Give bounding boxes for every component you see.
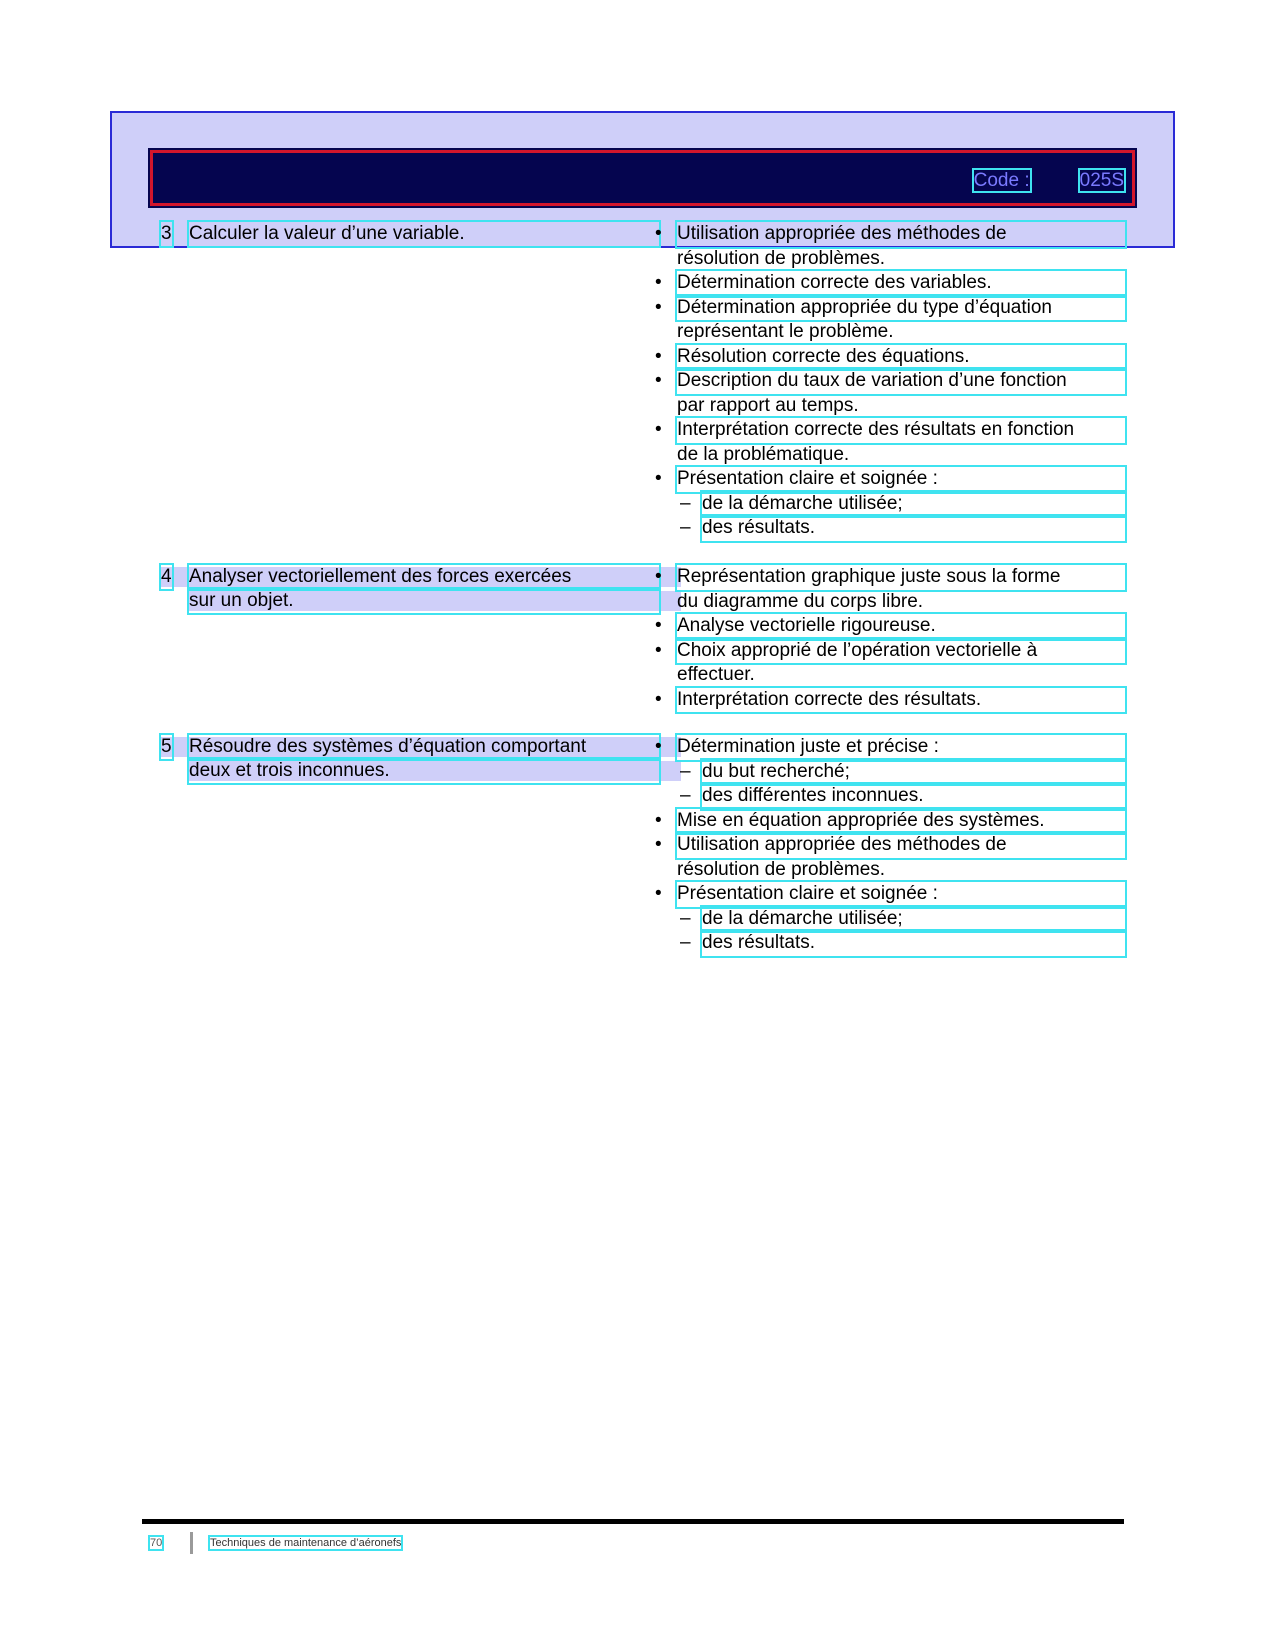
criterion-line: • Présentation claire et soignée : — [677, 467, 1125, 492]
competency-line: sur un objet. — [189, 589, 659, 613]
page-number: 70 — [150, 1537, 163, 1549]
criterion-item — [655, 882, 1125, 907]
competency-number: 4 — [161, 566, 172, 587]
criterion-item — [655, 418, 1125, 467]
criterion-subitem — [655, 492, 1125, 517]
criterion-line: du diagramme du corps libre. — [677, 590, 924, 612]
criterion-line: – du but recherché; — [702, 760, 1125, 785]
criterion-item — [655, 639, 1125, 688]
criterion-item — [655, 688, 1125, 713]
criterion-item — [655, 735, 1125, 760]
criterion-item — [655, 222, 1125, 271]
criteria-list-3 — [655, 222, 1125, 541]
criterion-line: – des différentes inconnues. — [702, 784, 1125, 809]
criterion-item — [655, 271, 1125, 296]
criterion-subitem — [655, 931, 1125, 956]
criterion-line: • Détermination correcte des variables. — [677, 271, 1125, 296]
criterion-line: – des résultats. — [702, 931, 1125, 956]
criterion-subitem — [655, 907, 1125, 932]
criterion-line: • Choix approprié de l’opération vectorielle à — [677, 639, 1125, 664]
footer-separator — [190, 1532, 193, 1554]
criterion-item — [655, 369, 1125, 418]
criterion-item — [655, 565, 1125, 614]
criterion-item — [655, 833, 1125, 882]
criterion-item — [655, 296, 1125, 345]
competency-number: 3 — [161, 223, 172, 244]
competency-text — [189, 565, 659, 613]
criterion-item — [655, 467, 1125, 492]
criterion-item — [655, 345, 1125, 370]
criterion-line: – de la démarche utilisée; — [702, 907, 1125, 932]
code-value: 025S — [1079, 170, 1124, 191]
criterion-line: par rapport au temps. — [677, 394, 859, 416]
competency-code — [974, 170, 1124, 192]
criterion-line: • Interprétation correcte des résultats. — [677, 688, 1125, 713]
competency-line: deux et trois inconnues. — [189, 759, 659, 783]
criterion-line: effectuer. — [677, 664, 755, 685]
criterion-line: • Présentation claire et soignée : — [677, 882, 1125, 907]
criteria-list-4 — [655, 565, 1125, 712]
criterion-line: représentant le problème. — [677, 321, 894, 342]
criterion-line: • Mise en équation appropriée des systèmes. — [677, 809, 1125, 834]
competency-number: 5 — [161, 736, 172, 757]
criterion-item — [655, 809, 1125, 834]
criterion-line: • Détermination juste et précise : — [677, 735, 1125, 760]
criterion-line: • Utilisation appropriée des méthodes de — [677, 833, 1125, 858]
criterion-line: • Représentation graphique juste sous la forme — [677, 565, 1125, 590]
criterion-item — [655, 614, 1125, 639]
criterion-subitem — [655, 516, 1125, 541]
competency-line: Résoudre des systèmes d’équation comportant — [189, 735, 659, 759]
criterion-line: • Description du taux de variation d’une fonction — [677, 369, 1125, 394]
criterion-line: • Analyse vectorielle rigoureuse. — [677, 614, 1125, 639]
criteria-list-5 — [655, 735, 1125, 956]
criterion-line: • Interprétation correcte des résultats en fonction — [677, 418, 1125, 443]
criterion-line: • Résolution correcte des équations. — [677, 345, 1125, 370]
competency-line: Calculer la valeur d’une variable. — [189, 222, 659, 246]
criterion-line: – des résultats. — [702, 516, 1125, 541]
criterion-subitem — [655, 784, 1125, 809]
footer-title: Techniques de maintenance d’aéronefs — [210, 1537, 402, 1549]
footer-rule — [142, 1519, 1124, 1524]
criterion-line: résolution de problèmes. — [677, 247, 886, 269]
criterion-line: • Détermination appropriée du type d’équation — [677, 296, 1125, 321]
competency-text — [189, 735, 659, 783]
criterion-line: – de la démarche utilisée; — [702, 492, 1125, 517]
competency-text — [189, 222, 659, 246]
competency-line: Analyser vectoriellement des forces exercées — [189, 565, 659, 589]
criterion-line: résolution de problèmes. — [677, 858, 886, 880]
header-bar — [150, 150, 1135, 206]
code-label: Code : — [973, 170, 1030, 191]
criterion-line: de la problématique. — [677, 443, 850, 465]
criterion-subitem — [655, 760, 1125, 785]
criterion-line: • Utilisation appropriée des méthodes de — [677, 222, 1125, 247]
